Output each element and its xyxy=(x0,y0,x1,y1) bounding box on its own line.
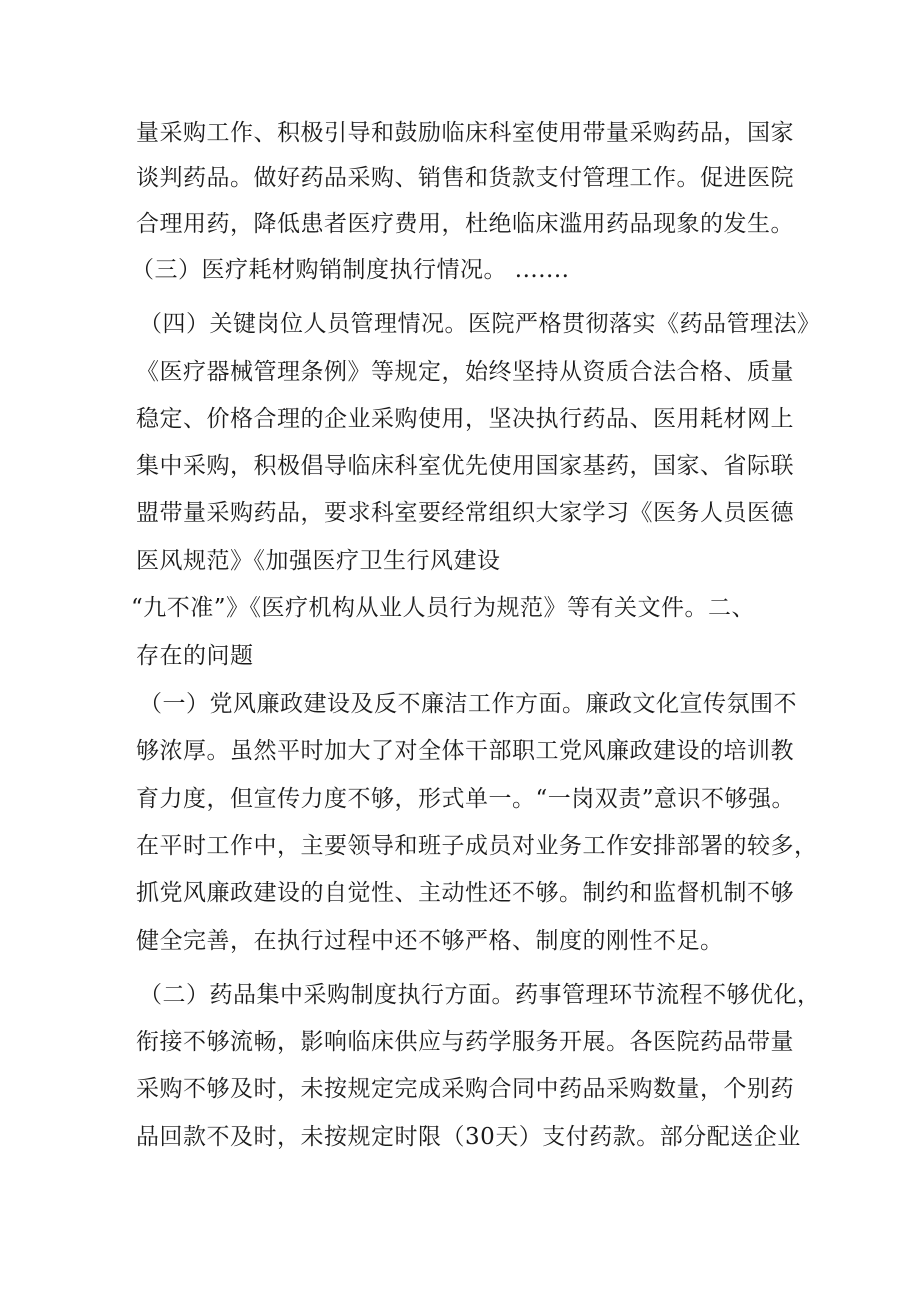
text-line: 健全完善，在执行过程中还不够严格、制度的刚性不足。 xyxy=(136,928,724,954)
text-line: 采购不够及时，未按规定完成采购合同中药品采购数量，个别药 xyxy=(136,1076,794,1102)
text-line: 医风规范》《加强医疗卫生行风建设 xyxy=(136,548,501,574)
text-line: 《医疗器械管理条例》等规定，始终坚持从资质合法合格、质量 xyxy=(136,359,794,385)
text-line: 量采购工作、积极引导和鼓励临床科室使用带量采购药品，国家 xyxy=(136,120,794,146)
text-line: 抓党风廉政建设的自觉性、主动性还不够。制约和监督机制不够 xyxy=(136,880,794,906)
text-line: 在平时工作中，主要领导和班子成员对业务工作安排部署的较多， xyxy=(136,833,818,859)
section-heading: 存在的问题 xyxy=(136,643,254,669)
text-line: 集中采购，积极倡导临床科室优先使用国家基药，国家、省际联 xyxy=(136,453,794,479)
text-line: 合理用药，降低患者医疗费用，杜绝临床滥用药品现象的发生。 xyxy=(136,211,794,237)
text-line: 衔接不够流畅，影响临床供应与药学服务开展。各医院药品带量 xyxy=(136,1029,794,1055)
text-line: 盟带量采购药品，要求科室要经常组织大家学习《医务人员医德 xyxy=(136,500,794,526)
section-heading: （三）医疗耗材购销制度执行情况。 ....... xyxy=(131,257,570,283)
section-heading: （一）党风廉政建设及反不廉洁工作方面。廉政文化宣传氛围不 xyxy=(139,691,797,717)
section-heading: （四）关键岗位人员管理情况。医院严格贯彻落实《药品管理法》 xyxy=(139,311,821,337)
text-line: 品回款不及时，未按规定时限（30天）支付药款。部分配送企业 xyxy=(136,1124,801,1150)
section-heading: （二）药品集中采购制度执行方面。药事管理环节流程不够优化， xyxy=(139,982,821,1008)
text-line: 育力度，但宣传力度不够，形式单一。“一岗双责”意识不够强。 xyxy=(136,786,796,812)
text-line: “九不准”》《医疗机构从业人员行为规范》等有关文件。二、 xyxy=(131,595,756,621)
text-line: 谈判药品。做好药品采购、销售和货款支付管理工作。促进医院 xyxy=(136,165,794,191)
text-line: 够浓厚。虽然平时加大了对全体干部职工党风廉政建设的培训教 xyxy=(136,738,794,764)
text-line: 稳定、价格合理的企业采购使用，坚决执行药品、医用耗材网上 xyxy=(136,406,794,432)
